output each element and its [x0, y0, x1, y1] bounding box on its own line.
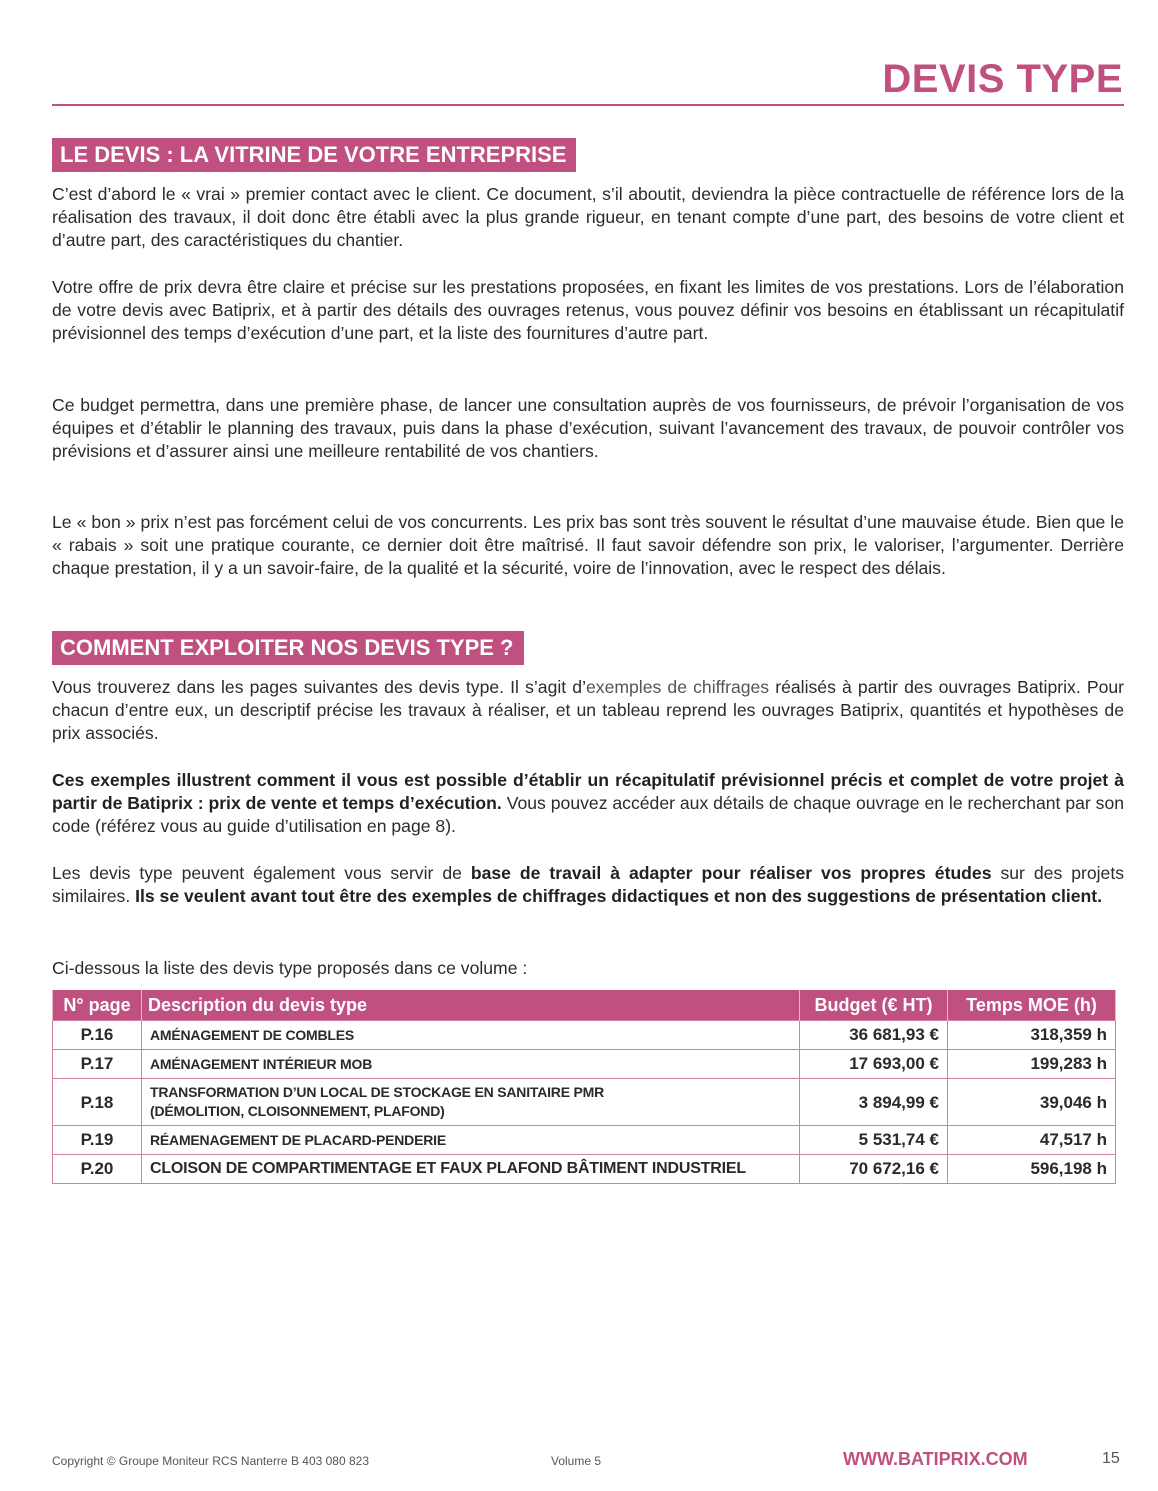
cell-description: CLOISON DE COMPARTIMENTAGE ET FAUX PLAFOND BÂTIMENT INDUSTRIEL	[142, 1155, 800, 1184]
text-segment-bold: base de travail à adapter pour réaliser vos propres études	[470, 863, 992, 883]
table-row	[53, 1050, 1116, 1079]
cell-budget: 3 894,99 €	[800, 1079, 948, 1126]
cell-page: P.20	[53, 1155, 142, 1184]
text-segment: Vous trouverez dans les pages suivantes des devis type. Il s’agit d’	[52, 677, 586, 697]
description-line-1: TRANSFORMATION D’UN LOCAL DE STOCKAGE EN SANITAIRE PMR	[150, 1084, 605, 1100]
text-segment: sur des projets similaires.	[52, 863, 1125, 907]
column-header-description: Description du devis type	[142, 990, 800, 1021]
text-segment-bold: Ces exemples illustrent comment il vous est possible d’établir un récapitulatif prévisionnel précis et complet de votre projet à partir de Batiprix : prix de vente et temps d’exécution.	[52, 770, 1124, 814]
table-row	[53, 1155, 1116, 1184]
cell-page: P.16	[53, 1021, 142, 1050]
cell-temps: 47,517 h	[948, 1126, 1116, 1155]
footer-volume: Volume 5	[551, 1454, 602, 1468]
footer-copyright: Copyright © Groupe Moniteur RCS Nanterre B 403 080 823	[52, 1454, 370, 1468]
text-segment: Les devis type peuvent également vous servir de	[52, 863, 471, 883]
table-header-row	[53, 990, 1116, 1021]
paragraph-intro: C’est d’abord le « vrai » premier contact avec le client. Ce document, s’il aboutit, deviendra la pièce contractuelle de référence lors de la réalisation des travaux, il doit donc être établi avec la plus grande rigueur, en tenant compte d’une part, des besoins de votre client et d’autre part, des caractéristiques du chantier.	[52, 184, 1124, 251]
section-heading-exploiter-devis: COMMENT EXPLOITER NOS DEVIS TYPE ?	[52, 631, 524, 665]
column-header-page: N° page	[53, 990, 142, 1021]
text-segment: Vous pouvez accéder aux détails de chaque ouvrage en le recherchant par son code (référez vous au guide d’utilisation en page 8).	[52, 793, 1125, 837]
description-line-2: (DÉMOLITION, CLOISONNEMENT, PLAFOND)	[150, 1103, 445, 1119]
cell-page: P.18	[53, 1079, 142, 1126]
table-intro-text: Ci-dessous la liste des devis type proposés dans ce volume :	[52, 958, 528, 978]
text-segment-bold: Ils se veulent avant tout être des exemples de chiffrages didactiques et non des suggestions de présentation client.	[135, 886, 1103, 907]
text-segment-light: exemples de chiffrages	[586, 677, 770, 697]
table-row	[53, 1079, 1116, 1126]
cell-description: AMÉNAGEMENT INTÉRIEUR MOB	[142, 1050, 800, 1079]
page-title: DEVIS TYPE	[882, 57, 1123, 101]
cell-budget: 70 672,16 €	[800, 1155, 948, 1184]
devis-type-table	[52, 990, 1116, 1184]
title-divider	[52, 104, 1124, 106]
table-row	[53, 1126, 1116, 1155]
cell-temps: 199,283 h	[948, 1050, 1116, 1079]
text-segment: réalisés à partir des ouvrages Batiprix. Pour chacun d’entre eux, un descriptif précise les travaux à réaliser, et un tableau reprend les ouvrages Batiprix, quantités et hypothèses de prix associés.	[52, 677, 1125, 744]
table-row	[53, 1021, 1116, 1050]
paragraph-offre-prix: Votre offre de prix devra être claire et précise sur les prestations proposées, en fixant les limites de vos prestations. Lors de l’élaboration de votre devis avec Batiprix, et à partir des détails des ouvrages retenus, vous pouvez définir vos besoins en établissant un récapitulatif prévisionnel des temps d’exécution d’une part, et la liste des fournitures d’autre part.	[52, 277, 1124, 344]
cell-budget: 36 681,93 €	[800, 1021, 948, 1050]
paragraph-budget: Ce budget permettra, dans une première phase, de lancer une consultation auprès de vos fournisseurs, de prévoir l’organisation de vos équipes et d’établir le planning des travaux, puis dans la phase d’exécution, suivant l’avancement des travaux, de pouvoir contrôler vos prévisions et d’assurer ainsi une meilleure rentabilité de vos chantiers.	[52, 395, 1124, 462]
footer-website-link[interactable]: WWW.BATIPRIX.COM	[843, 1449, 1028, 1469]
cell-description: RÉAMENAGEMENT DE PLACARD-PENDERIE	[142, 1126, 800, 1155]
section-heading-devis-vitrine: LE DEVIS : LA VITRINE DE VOTRE ENTREPRISE	[52, 138, 576, 172]
cell-description: AMÉNAGEMENT DE COMBLES	[142, 1021, 800, 1050]
cell-budget: 17 693,00 €	[800, 1050, 948, 1079]
cell-page: P.17	[53, 1050, 142, 1079]
cell-temps: 318,359 h	[948, 1021, 1116, 1050]
cell-page: P.19	[53, 1126, 142, 1155]
footer-page-number: 15	[1102, 1450, 1120, 1467]
paragraph-exemples	[52, 769, 1124, 839]
cell-description	[142, 1079, 800, 1126]
cell-temps: 596,198 h	[948, 1155, 1116, 1184]
paragraph-pages-suivantes	[52, 676, 1124, 746]
column-header-budget: Budget (€ HT)	[800, 990, 948, 1021]
cell-budget: 5 531,74 €	[800, 1126, 948, 1155]
cell-temps: 39,046 h	[948, 1079, 1116, 1126]
paragraph-bon-prix: Le « bon » prix n’est pas forcément celui de vos concurrents. Les prix bas sont très souvent le résultat d’une mauvaise étude. Bien que le « rabais » soit une pratique courante, ce dernier doit être maîtrisé. Il faut savoir défendre son prix, le valoriser, l’argumenter. Derrière chaque prestation, il y a un savoir-faire, de la qualité et la sécurité, voire de l’innovation, avec le respect des délais.	[52, 512, 1124, 579]
column-header-temps: Temps MOE (h)	[948, 990, 1116, 1021]
paragraph-base-travail	[52, 862, 1124, 908]
